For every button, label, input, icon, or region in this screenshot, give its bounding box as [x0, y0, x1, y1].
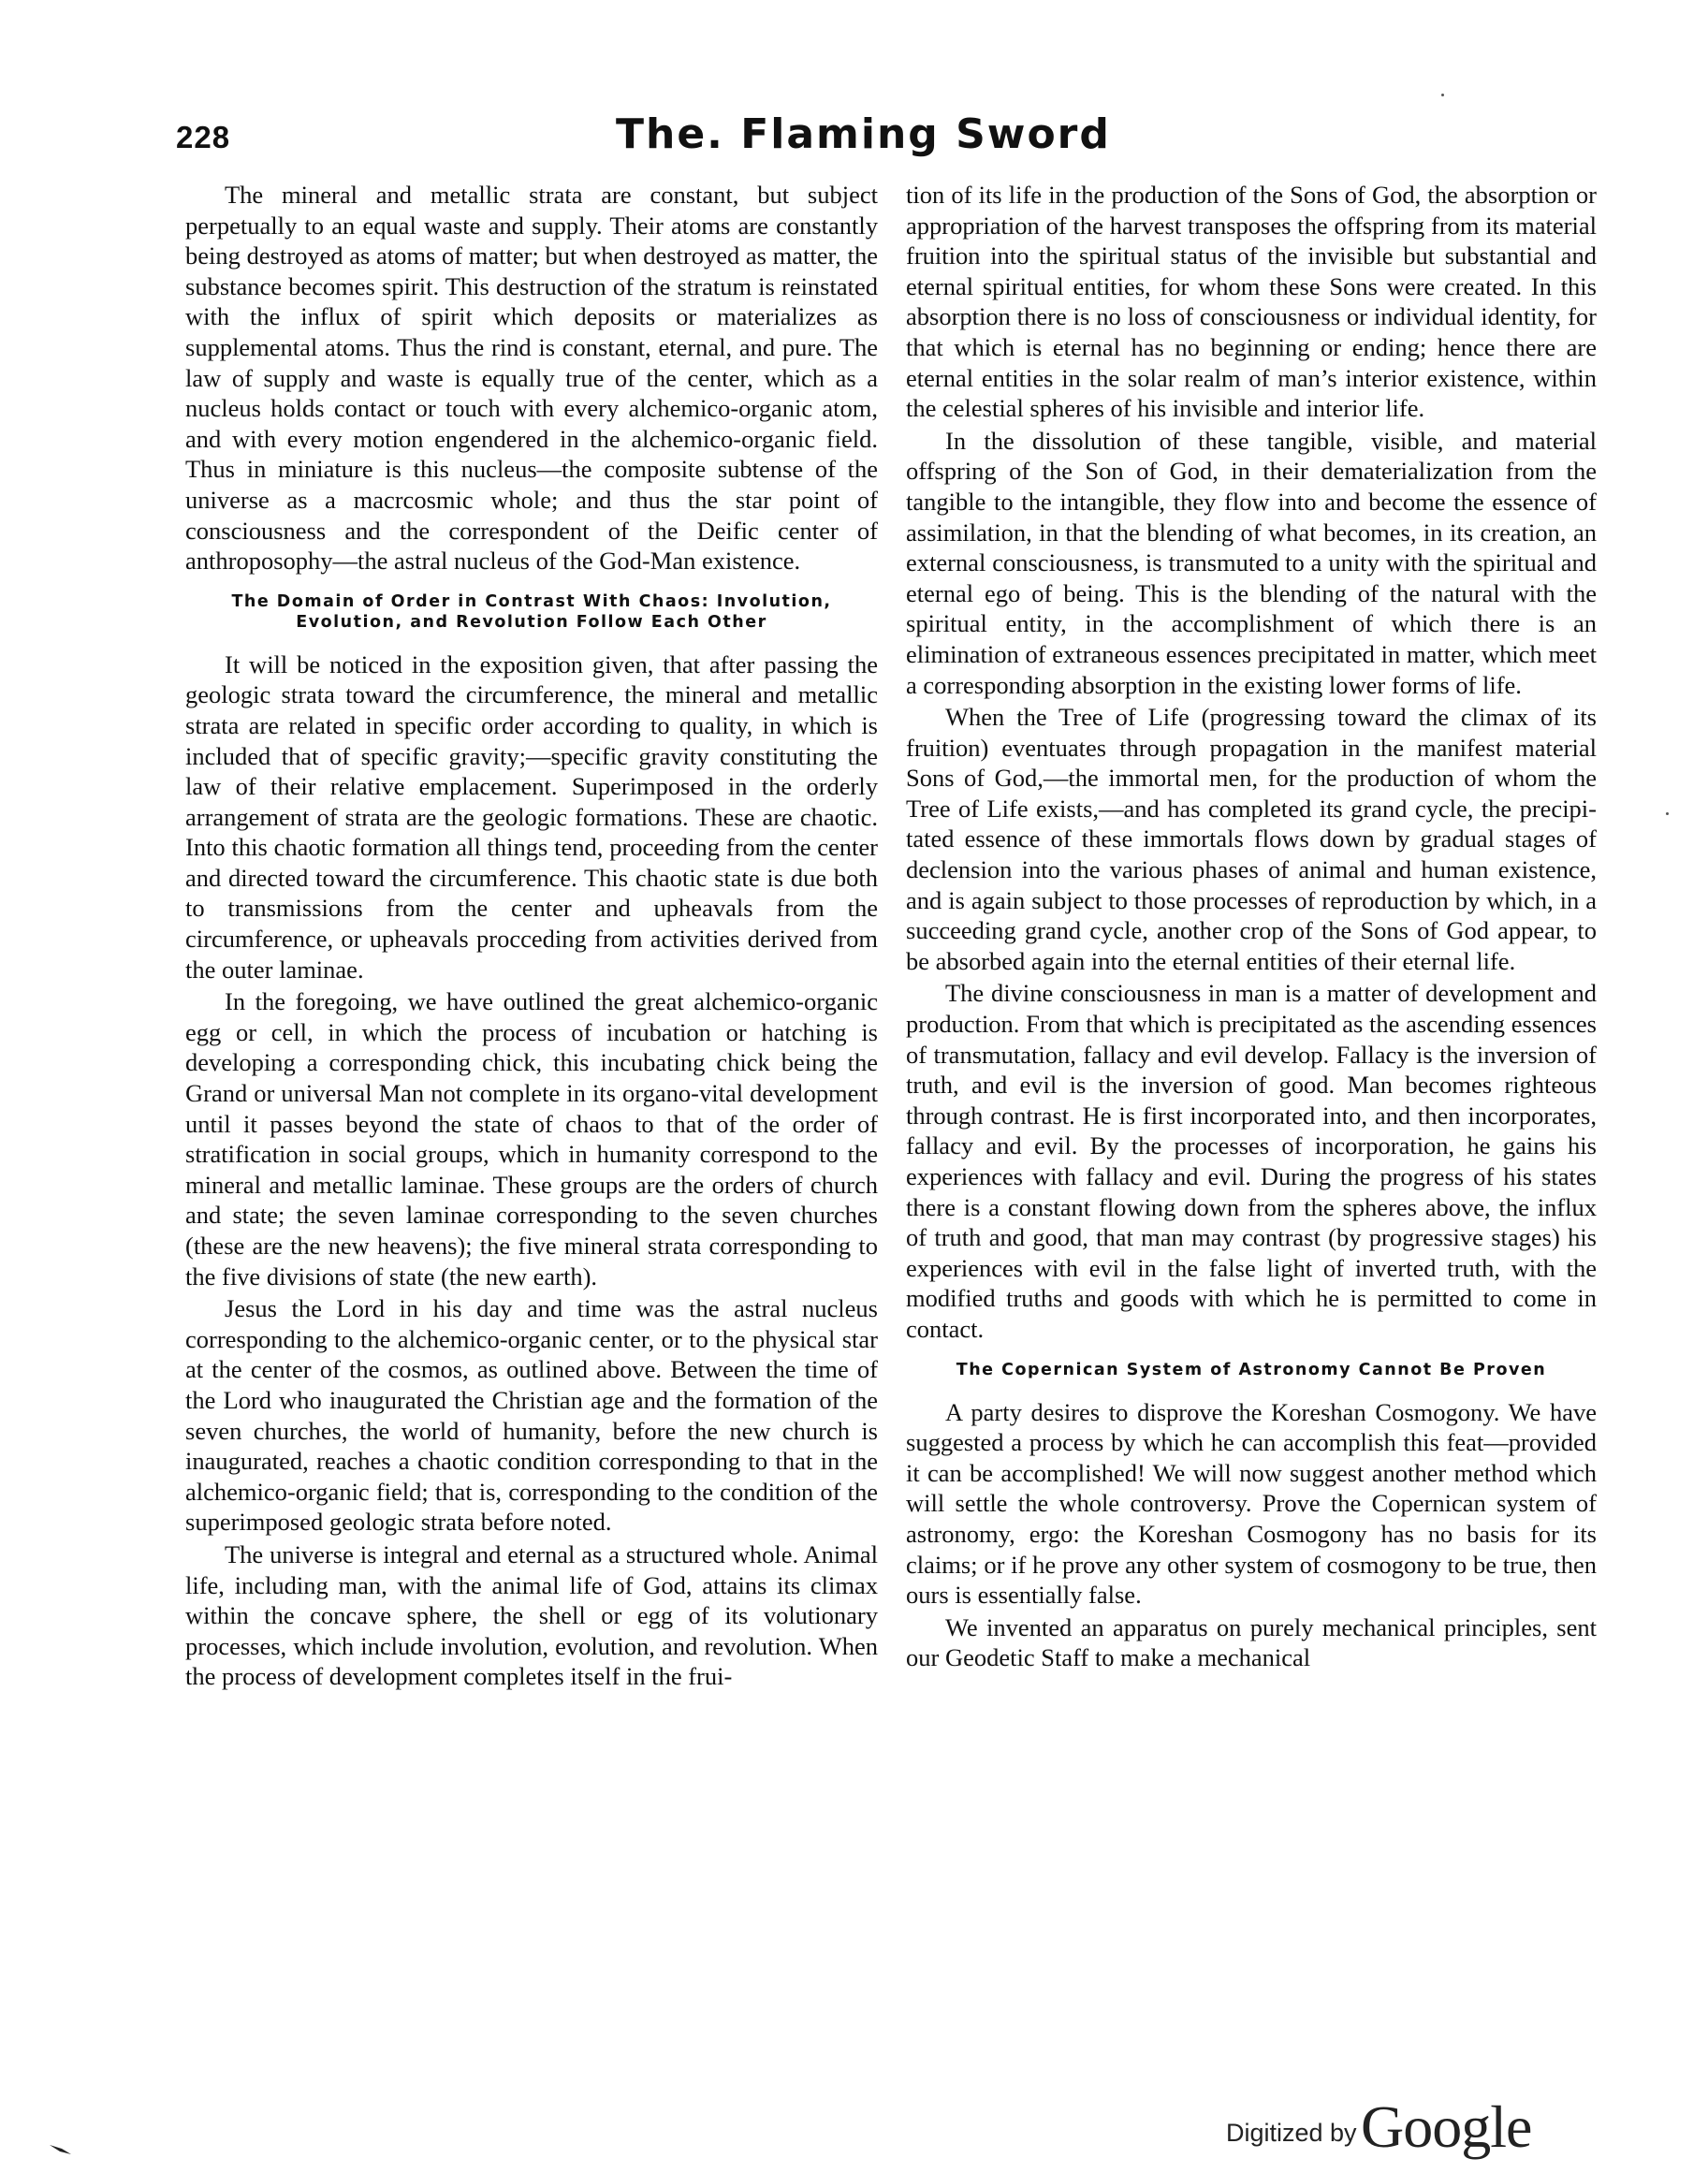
paragraph: The universe is integral and eternal as a structured whole. Animal life, including man, with the animal life of God, attains its climax within the concave sphere, the shell or egg of its volutionary processes, which include involution, evolution, and revolution. When the process of development completes itself in the frui-: [185, 1539, 878, 1691]
paragraph: We invented an apparatus on purely mechanical principles, sent our Geodetic Staff to make a mechanical: [906, 1612, 1597, 1672]
google-logo: Google: [1361, 2093, 1532, 2160]
paragraph: A party desires to disprove the Koreshan Cosmogony. We have suggested a process by which he can accomplish this feat—provided it can be accomplished! We will now suggest another method which will settle the whole controversy. Prove the Copernican system of astronomy, ergo: the Koreshan Cosmogony has no basis for its claims; or if he prove any other system of cosmogony to be true, then ours is essentially false.: [906, 1397, 1597, 1610]
paragraph: In the foregoing, we have outlined the great alchemico-organic egg or cell, in which the process of incubation or hatching is developing a corresponding chick, this incubating chick being the Grand or universal Man not complete in its organo-vital development until it passes beyond the state of chaos to that of the order of stratification in social groups, which in humanity correspond to the mineral and metallic laminae. These groups are the orders of church and state; the seven laminae corresponding to the seven churches (these are the new heavens); the five mineral strata corresponding to the five divisions of state (the new earth).: [185, 987, 878, 1291]
paragraph: The mineral and metallic strata are constant, but subject perpetually to an equal waste and supply. Their atoms are constantly being destroyed as atoms of matter; but when destroyed as matter, the substance becomes spirit. This destruction of the stratum is reinstated with the influx of spirit which deposits or materializes as supplemental atoms. Thus the rind is constant, eternal, and pure. The law of supply and waste is equally true of the center, which as a nucleus holds contact or touch with every alchemico-organic atom, and with every motion engendered in the alchemico-organic field. Thus in miniature is this nucleus—the composite subtense of the universe as a macrcosmic whole; and thus the star point of consciousness and the correspondent of the Deific center of anthroposophy—the astral nucleus of the God-Man existence.: [185, 181, 878, 576]
right-column: [906, 180, 1597, 1675]
paragraph: It will be noticed in the exposition given, that after passing the geologic strata toward the circumference, the mineral and metallic strata are related in specific order according to quality, in which is included that of specific gravity;—specific gravity constituting the law of their relative emplacement. Superimposed in the orderly arrangement of strata are the geologic formations. These are chaotic. Into this chaotic formation all things tend, proceeding from the center and directed toward the circumference. This chaotic state is due both to transmissions from the center and upheavals from the circumference, or upheavals procceding from activities derived from the outer laminae.: [185, 649, 878, 984]
left-column: [185, 180, 878, 1694]
running-title: The. Flaming Sword: [616, 110, 1111, 158]
digitized-label: Digitized by: [1226, 2119, 1357, 2147]
corner-mark-icon: [49, 2143, 73, 2156]
section-heading: The Copernican System of Astronomy Cannot Be Proven: [956, 1360, 1547, 1379]
running-header: [176, 110, 1608, 167]
scan-speck: [1666, 812, 1669, 815]
paragraph: When the Tree of Life (progressing toward the climax of its fruition) eventuates through propagation in the manifest material Sons of God,—the immortal men, for the production of whom the Tree of Life exists,—and has completed its grand cycle, the precipitated essence of these immortals flows down by gradual stages of declension into the various phases of animal and human existence, and is again subject to those processes of reproduction by which, in a succeeding grand cycle, another crop of the Sons of God appear, to be absorbed again into the eternal entities of their eternal life.: [906, 703, 1597, 975]
section-heading: The Domain of Order in Contrast With Chaos: Involution, Evolution, and Revolution Follow Each Other: [231, 591, 832, 632]
paragraph: In the dissolution of these tangible, visible, and material offspring of the Son of God, in their dematerialization from the tangible to the intangible, they flow into and become the essence of assimilation, in that the blending of what becomes, in its creation, an external consciousness, is transmuted to a unity with the spiritual and eternal ego of being. This is the blending of the natural with the spiritual entity, in the accomplishment of which there is an elimination of extraneous essences precipitated in matter, which meet a corresponding absorption in the existing lower forms of life.: [906, 426, 1597, 699]
paragraph: tion of its life in the production of the Sons of God, the absorption or appropriation of the harvest transposes the offspring from its material fruition into the spiritual status of the invisible but substantial and eternal spiritual entities, for whom these Sons were created. In this absorption there is no loss of consciousness or individual identity, for that which is eternal has no beginning or ending; hence there are eternal entities in the solar realm of man’s interior existence, within the celestial spheres of his invisible and interior life.: [906, 181, 1597, 423]
page-number: 228: [176, 120, 231, 154]
digitized-by-google-watermark: [1226, 2093, 1531, 2162]
scan-speck: [1441, 94, 1444, 96]
paragraph: The divine consciousness in man is a matter of development and production. From that which is precipitated as the ascending essences of transmutation, fallacy and evil develop. Fallacy is the inversion of truth, and evil is the inversion of good. Man becomes righteous through contrast. He is first incorporated into, and then incorporates, fallacy and evil. By the processes of incorporation, he gains his experiences with fallacy and evil. During the progress of his states there is a constant flowing down from the spheres above, the influx of truth and good, that man may contrast (by progressive stages) his experiences with evil in the false light of inverted truth, with the modified truths and goods with which he is permitted to come in contact.: [906, 979, 1597, 1343]
paragraph: Jesus the Lord in his day and time was the astral nucleus corresponding to the alchemico-organic center, or to the physical star at the center of the cosmos, as outlined above. Between the time of the Lord who inaugurated the Christian age and the formation of the seven churches, the world of humanity, before the new church is inaugurated, reaches a chaotic condition corresponding to that in the alchemico-organic field; that is, corresponding to the condition of the superimposed geologic strata before noted.: [185, 1294, 878, 1537]
